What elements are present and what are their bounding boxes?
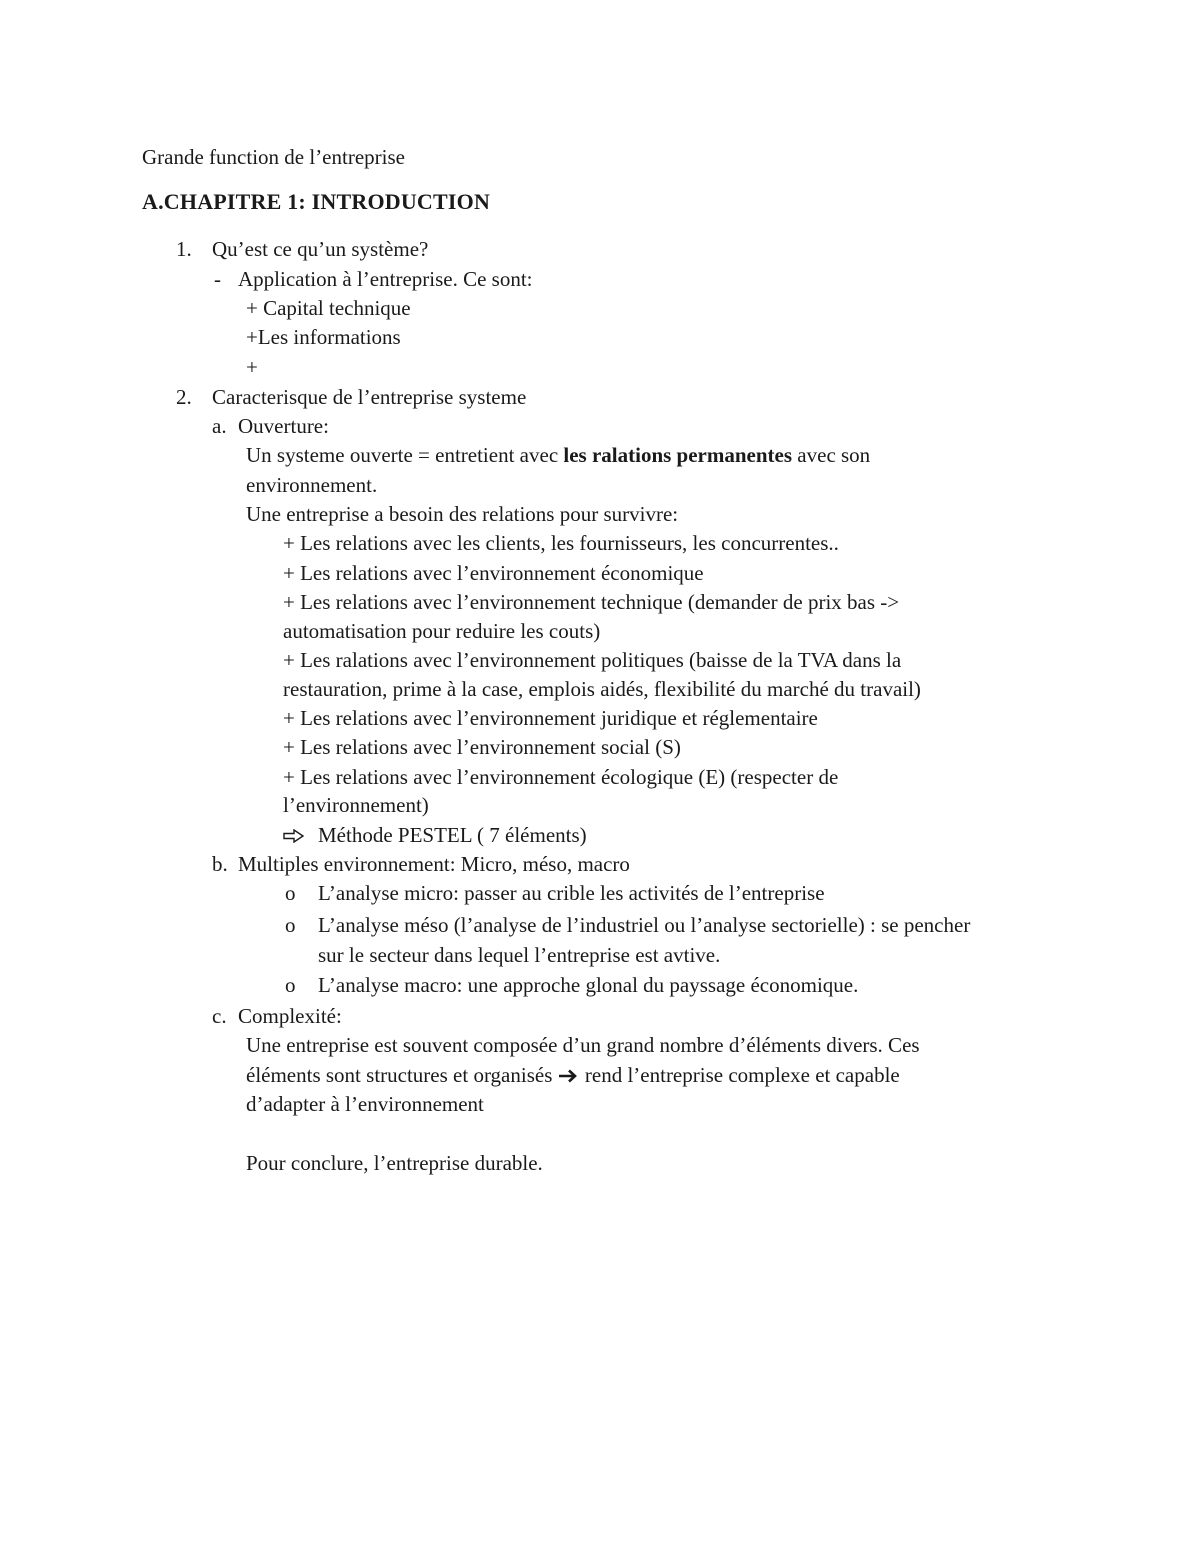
open-system-definition-cont: environnement. xyxy=(246,473,378,497)
analysis-macro: L’analyse macro: une approche glonal du payssage économique. xyxy=(318,973,859,997)
analysis-meso: L’analyse méso (l’analyse de l’industriel ou l’analyse sectorielle) : se pencher xyxy=(318,913,971,937)
relation-economique: + Les relations avec l’environnement économique xyxy=(283,561,704,585)
system-item-informations: +Les informations xyxy=(246,325,401,349)
subsection-a-letter: a. xyxy=(212,414,227,438)
relations-intro: Une entreprise a besoin des relations pour survivre: xyxy=(246,502,679,526)
definition-bold-term: les ralations permanentes xyxy=(563,443,793,467)
application-dash: - xyxy=(214,267,221,291)
relation-social: + Les relations avec l’environnement social (S) xyxy=(283,735,681,759)
subsection-b-letter: b. xyxy=(212,852,228,876)
document-title: Grande function de l’entreprise xyxy=(142,145,405,169)
relation-technique: + Les relations avec l’environnement technique (demander de prix bas -> xyxy=(283,590,900,614)
relation-politique: + Les ralations avec l’environnement politiques (baisse de la TVA dans la xyxy=(283,648,902,672)
relation-technique-cont: automatisation pour reduire les couts) xyxy=(283,619,601,643)
relation-ecologique: + Les relations avec l’environnement écologique (E) (respecter de xyxy=(283,765,839,789)
system-item-empty: + xyxy=(246,355,258,379)
chapter-heading: A.CHAPITRE 1: INTRODUCTION xyxy=(142,189,491,214)
section-1-number: 1. xyxy=(176,237,192,261)
complexity-line-3: d’adapter à l’environnement xyxy=(246,1092,484,1116)
subsection-c-letter: c. xyxy=(212,1004,227,1028)
section-2-number: 2. xyxy=(176,385,192,409)
relation-politique-cont: restauration, prime à la case, emplois aidés, flexibilité du marché du travail) xyxy=(283,677,921,701)
analysis-micro: L’analyse micro: passer au crible les activités de l’entreprise xyxy=(318,881,825,905)
subsection-c-heading: Complexité: xyxy=(238,1004,342,1028)
relation-ecologique-cont: l’environnement) xyxy=(283,793,429,817)
bold-right-arrow-icon xyxy=(558,1063,580,1087)
bullet-meso: o xyxy=(285,913,296,937)
analysis-meso-cont: sur le secteur dans lequel l’entreprise est avtive. xyxy=(318,943,721,967)
bullet-micro: o xyxy=(285,881,296,905)
definition-text-start: Un systeme ouverte = entretient avec xyxy=(246,443,564,467)
complexity-line-1: Une entreprise est souvent composée d’un grand nombre d’éléments divers. Ces xyxy=(246,1033,920,1057)
hollow-right-arrow-icon xyxy=(283,822,305,848)
complexity-line-2 xyxy=(246,1062,900,1088)
bullet-macro: o xyxy=(285,973,296,997)
system-item-capital: + Capital technique xyxy=(246,296,411,320)
relation-juridique: + Les relations avec l’environnement juridique et réglementaire xyxy=(283,706,818,730)
complexity-line-2-start: éléments sont structures et organisés xyxy=(246,1063,558,1087)
section-2-heading: Caracterisque de l’entreprise systeme xyxy=(212,385,527,409)
subsection-a-heading: Ouverture: xyxy=(238,414,329,438)
application-line: Application à l’entreprise. Ce sont: xyxy=(238,267,533,291)
pestel-method: Méthode PESTEL ( 7 éléments) xyxy=(318,823,587,847)
complexity-line-2-end: rend l’entreprise complexe et capable xyxy=(579,1063,900,1087)
relation-clients: + Les relations avec les clients, les fournisseurs, les concurrentes.. xyxy=(283,531,839,555)
open-system-definition xyxy=(246,442,870,468)
definition-text-end: avec son xyxy=(792,443,871,467)
section-1-heading: Qu’est ce qu’un système? xyxy=(212,237,429,261)
conclusion: Pour conclure, l’entreprise durable. xyxy=(246,1151,543,1175)
subsection-b-heading: Multiples environnement: Micro, méso, macro xyxy=(238,852,630,876)
